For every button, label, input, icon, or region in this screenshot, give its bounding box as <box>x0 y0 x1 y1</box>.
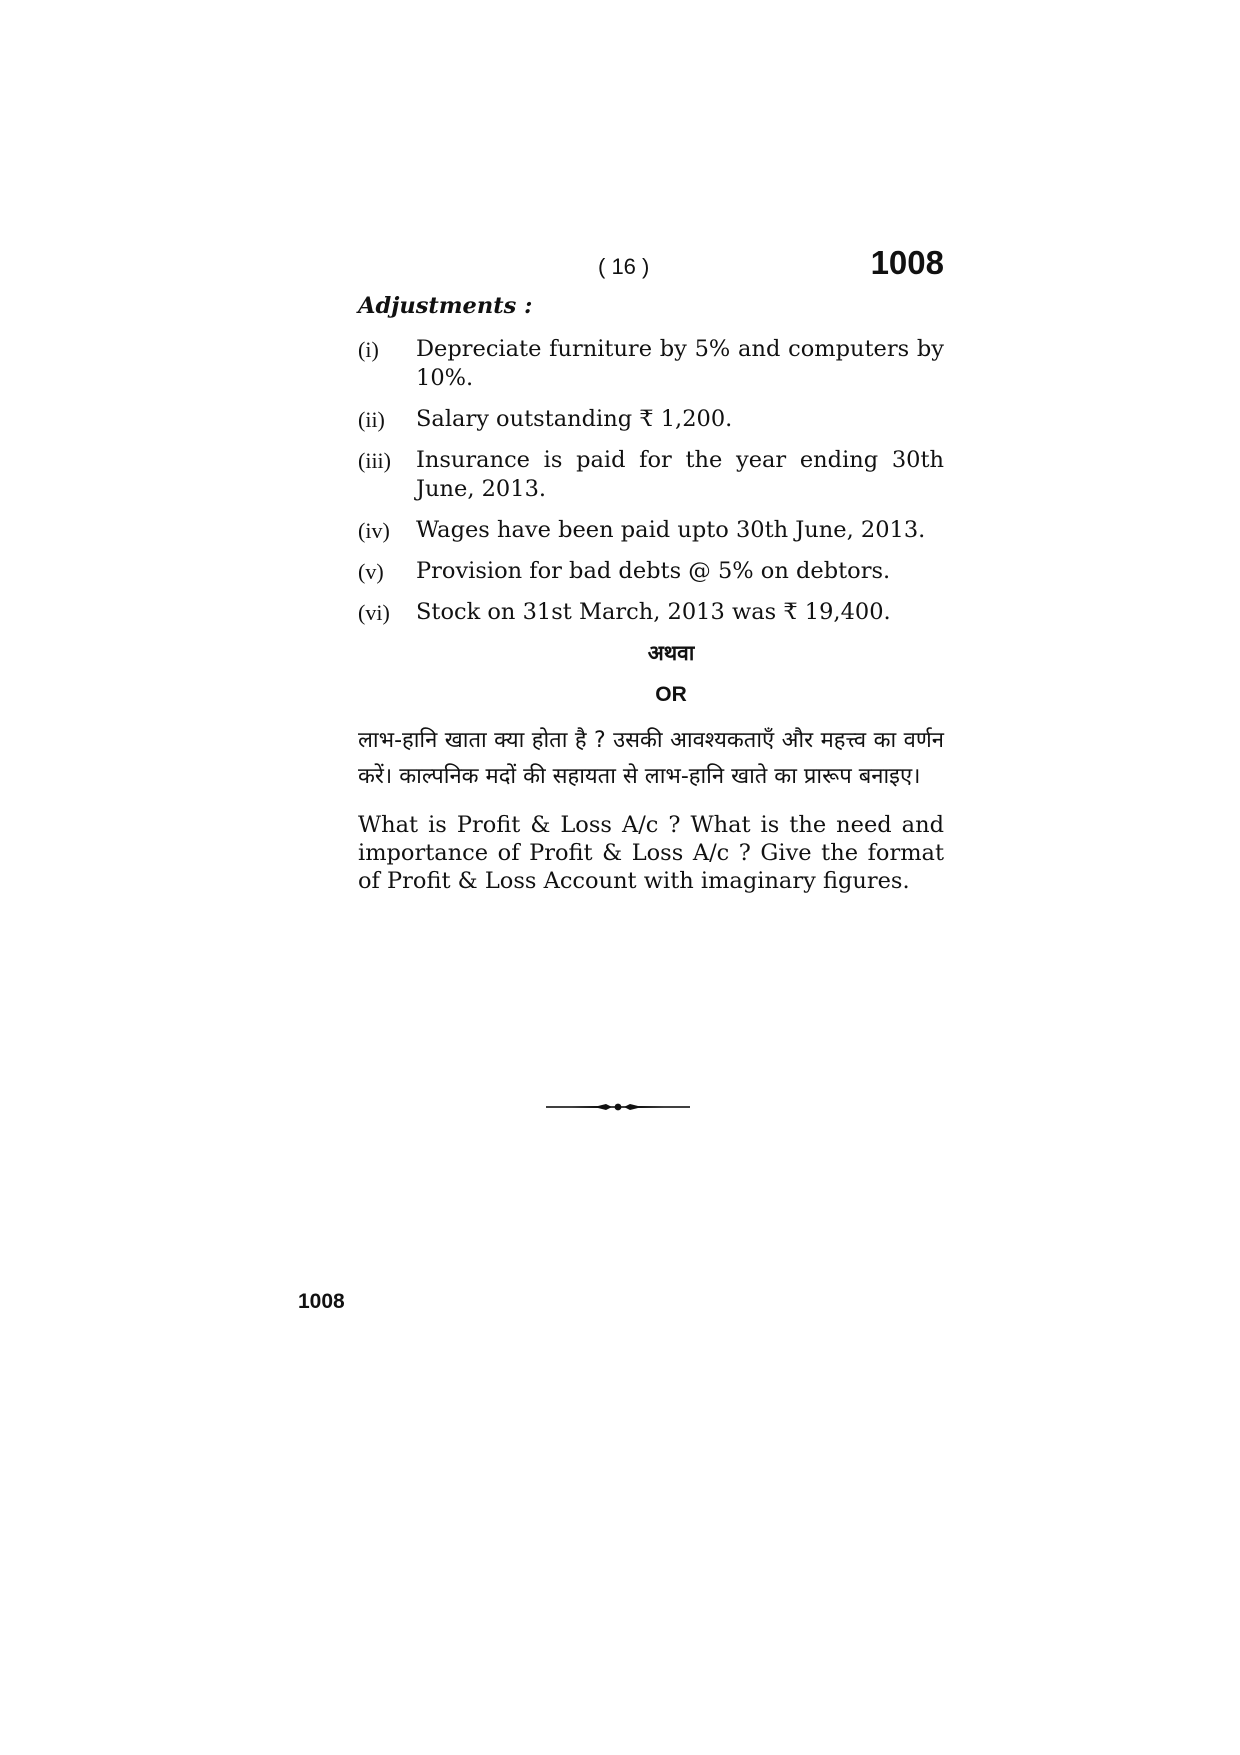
adjustments-list <box>358 335 944 627</box>
list-item <box>358 405 944 434</box>
or-english: OR <box>655 683 687 706</box>
item-number: (iv) <box>358 518 390 543</box>
adjustments-heading: Adjustments : <box>358 293 533 319</box>
paper-code-bottom: 1008 <box>298 1290 345 1313</box>
item-number: (vi) <box>358 600 390 625</box>
item-text: Stock on 31st March, 2013 was ₹ 19,400. <box>416 599 891 625</box>
item-text: Salary outstanding ₹ 1,200. <box>416 406 733 432</box>
item-text: Provision for bad debts @ 5% on debtors. <box>416 558 891 584</box>
list-item <box>358 557 944 586</box>
page-number: ( 16 ) <box>598 254 650 279</box>
list-item <box>358 335 944 393</box>
end-ornament-icon <box>546 1100 690 1119</box>
or-hindi: अथवा <box>647 641 695 665</box>
question-hindi: लाभ-हानि खाता क्या होता है ? उसकी आवश्यकताएँ और महत्त्व का वर्णन करें। काल्पनिक मदों की सहायता से लाभ-हानि खाते का प्रारूप बनाइए। <box>358 728 944 789</box>
item-number: (v) <box>358 559 384 584</box>
list-item <box>358 598 944 627</box>
question-content <box>358 292 944 895</box>
list-item <box>358 446 944 504</box>
paper-code-top: 1008 <box>870 244 944 281</box>
item-number: (ii) <box>358 407 385 432</box>
list-item <box>358 516 944 545</box>
question-english: What is Profit & Loss A/c ? What is the need and importance of Profit & Loss A/c ? Give the format of Profit & Loss Account with imaginary figures. <box>358 812 944 894</box>
item-number: (i) <box>358 337 379 362</box>
item-text: Depreciate furniture by 5% and computers by 10%. <box>416 336 944 391</box>
item-text: Insurance is paid for the year ending 30th June, 2013. <box>416 447 944 502</box>
item-text: Wages have been paid upto 30th June, 2013. <box>416 517 926 543</box>
item-number: (iii) <box>358 448 391 473</box>
